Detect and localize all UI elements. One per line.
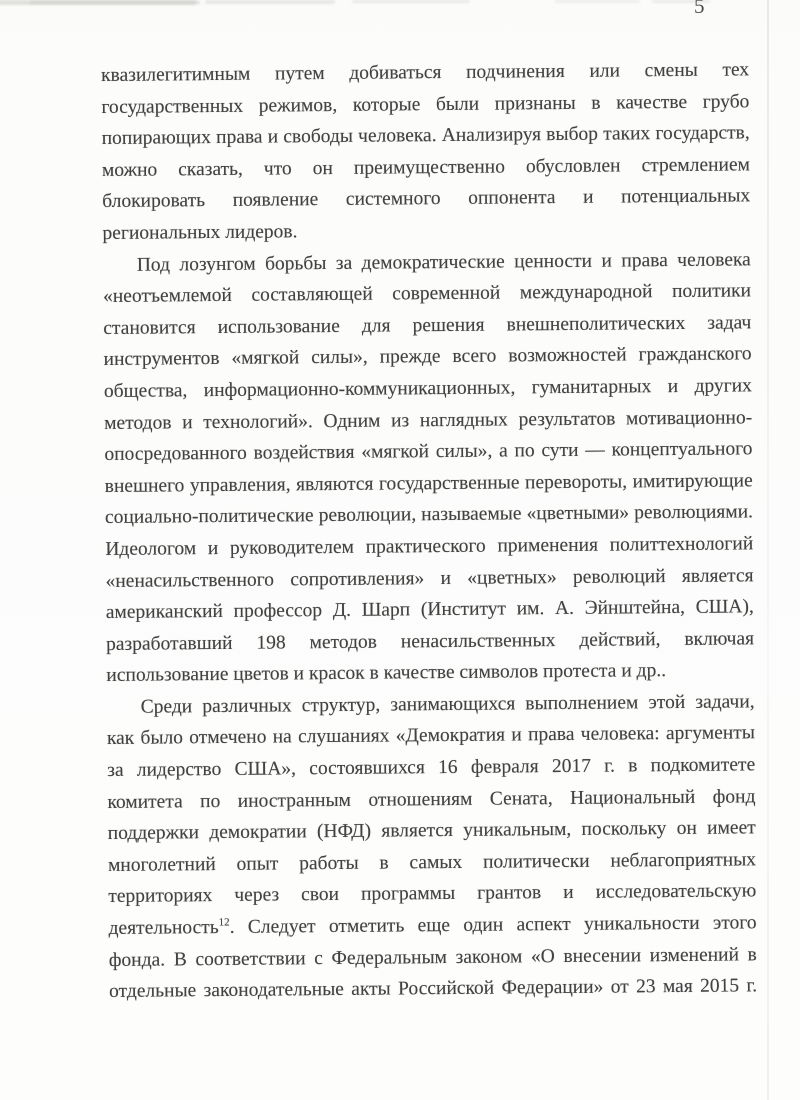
paragraph-3 xyxy=(107,686,758,1008)
paragraph-text: Под лозунгом борьбы за демократические ценности и права человека «неотъемлемой составляющей современной международной политики становится использование для решения внешнеполитических задач инструментов «мягкой силы», прежде всего возможностей гражданского общества, информационно-коммуникационных, гуманитарных и других методов и технологий». Одним из наглядных результатов мотивационно-опосредованного воздействия «мягкой силы», а по сути — концептуального внешнего управления, являются государственные перевороты, имитирующие социально-политические революции, называемые «цветными» революциями. Идеологом и руководителем практического применения политтехнологий «ненасильственного сопротивления» и «цветных» революций является американский профессор Д. Шарп (Институт им. А. Эйнштейна, США), разработавший 198 методов ненасильственных действий, включая использование цветов и красок в качестве символов протеста и др.. xyxy=(102,248,755,687)
paragraph-text: . Следует отметить еще один аспект уникальности этого фонда. В соответствии с Федеральным законом «О внесении изменений в отдельные законодательные акты Российской Федерации» от 23 мая 2015 г. xyxy=(108,912,758,1003)
scan-smudge xyxy=(30,1,200,4)
paragraph-text: квазилегитимным путем добиваться подчинения или смены тех государственных режимов, которые были признаны в качестве грубо попирающих права и свободы человека. Анализируя выбор таких государств, можно сказать, что он преимущественно обусловлен стремлением блокировать появление системного оппонента и потенциальных региональных лидеров. xyxy=(101,59,751,244)
scan-smudge xyxy=(555,0,640,3)
scan-smudge xyxy=(352,0,470,3)
footnote-marker: 12 xyxy=(218,916,230,929)
paragraph-1 xyxy=(101,54,751,249)
paragraph-2 xyxy=(103,244,755,692)
page-number: 5 xyxy=(694,0,705,18)
scan-page-edge-line xyxy=(767,0,769,1100)
document-body-text xyxy=(101,54,757,1007)
scan-smudge xyxy=(205,0,335,4)
paragraph-text: Среди различных структур, занимающихся выполнением этой задачи, как было отмечено на слушаниях «Демократия и права человека: аргументы за лидерство США», состоявшихся 16 февраля 2017 г. в подкомитете комитета по иностранным отношениям Сената, Национальный фонд поддержки демократии (НФД) является уникальным, поскольку он имеет многолетний опыт работы в самых политически неблагоприятных территориях через свои программы грантов и исследовательскую деятельность xyxy=(106,691,757,939)
scan-artifact-top-edge xyxy=(0,0,800,9)
